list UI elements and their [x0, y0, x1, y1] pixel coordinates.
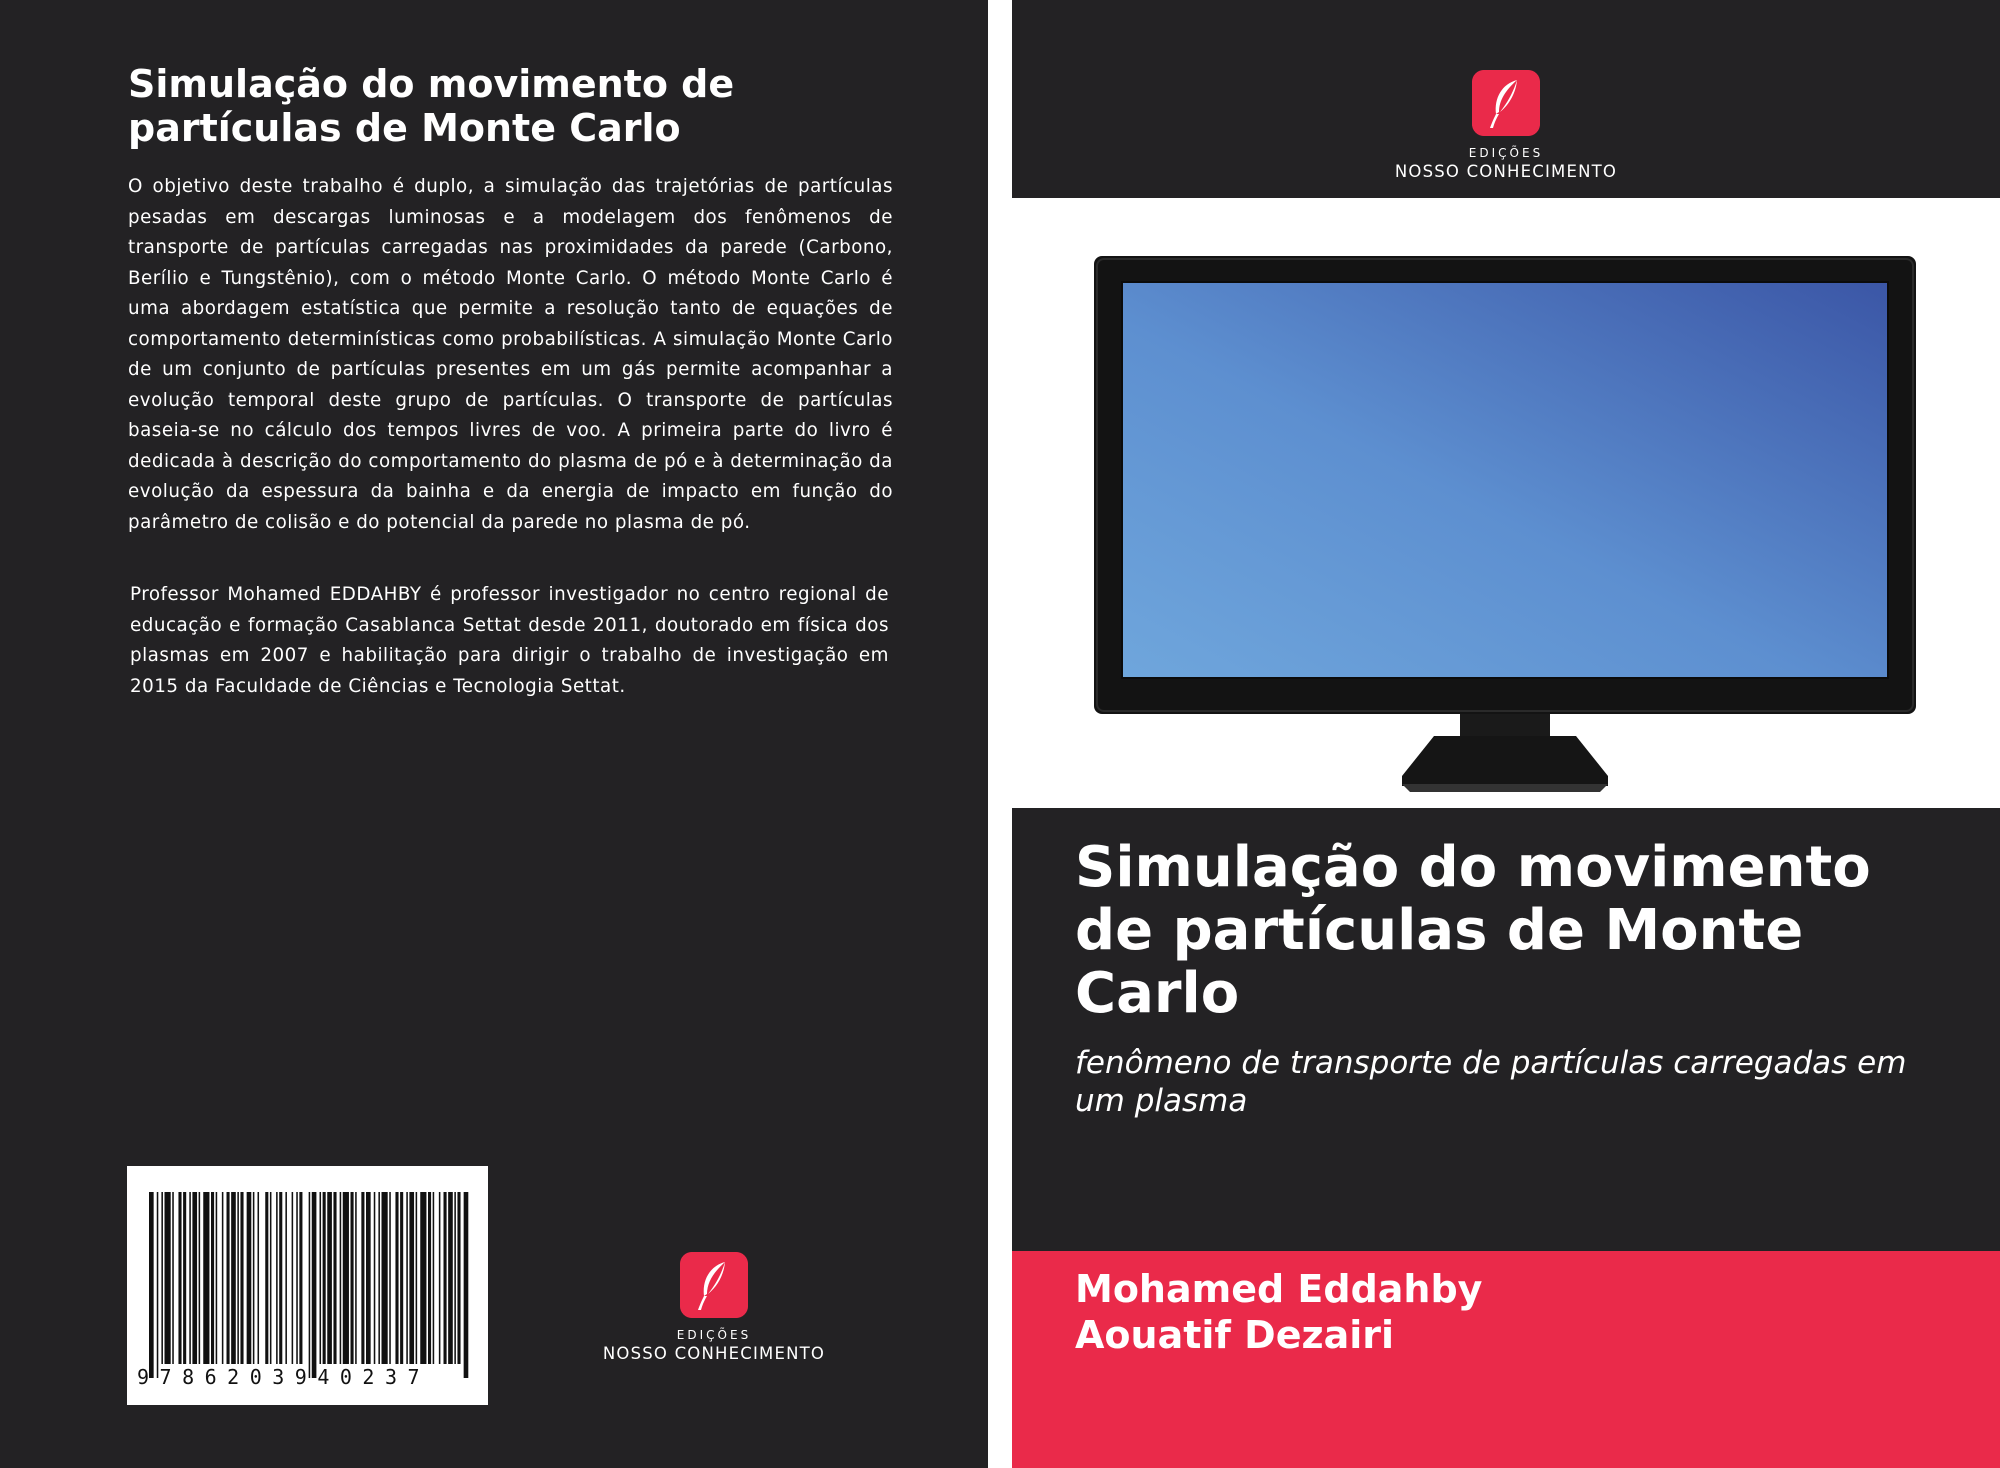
barcode-bar [296, 1192, 298, 1364]
isbn-number: 9786203940237 [137, 1365, 431, 1389]
barcode-bar [157, 1192, 159, 1378]
front-cover-subtitle: fenômeno de transporte de partículas carregadas em um plasma [1075, 1045, 1907, 1119]
back-cover-title: Simulação do movimento de partículas de Monte Carlo [128, 62, 735, 150]
barcode-bar [299, 1192, 302, 1364]
barcode-bar [428, 1192, 431, 1364]
barcode-bar [361, 1192, 364, 1364]
feather-icon [680, 1252, 748, 1318]
barcode [127, 1166, 488, 1405]
barcode-bar [327, 1192, 332, 1364]
barcode-bar [279, 1192, 282, 1364]
barcode-bar [247, 1192, 252, 1364]
barcode-bar [409, 1192, 414, 1364]
barcode-bar [222, 1192, 224, 1364]
barcode-bar [178, 1192, 181, 1364]
barcode-bar [165, 1192, 171, 1364]
barcode-bar [237, 1192, 239, 1364]
author-bio: Professor Mohamed EDDAHBY é professor investigador no centro regional de educação e formação Casablanca Settat desde 2011, doutorado em física dos plasmas em 2007 e habilitação para dirigir o trabalho de investigação em 2015 da Faculdade de Ciências e Tecnologia Settat. [130, 584, 889, 697]
barcode-bar [351, 1192, 354, 1364]
barcode-bar [292, 1192, 294, 1364]
barcode-bar [149, 1192, 154, 1378]
back-cover [0, 0, 988, 1468]
barcode-bar [253, 1192, 255, 1364]
barcode-bar [395, 1192, 398, 1364]
barcode-bar [276, 1192, 278, 1364]
barcode-bar [240, 1192, 243, 1364]
author-name: Mohamed Eddahby [1075, 1267, 1483, 1311]
barcode-bar [227, 1192, 230, 1364]
barcode-bar [172, 1192, 174, 1364]
feather-icon [1472, 70, 1540, 136]
barcode-bar [366, 1192, 371, 1364]
barcode-bar [454, 1192, 456, 1364]
barcode-bar [309, 1192, 311, 1378]
barcode-bar [406, 1192, 408, 1364]
barcode-bar [382, 1192, 388, 1364]
barcode-bar [416, 1192, 418, 1364]
author-name: Aouatif Dezairi [1075, 1313, 1395, 1357]
barcode-bar [457, 1192, 460, 1364]
back-cover-description: O objetivo deste trabalho é duplo, a simulação das trajetórias de partículas pesadas em descargas luminosas e a modelagem dos fenômenos de transporte de partículas carregadas nas proximidades da parede (Carbono, Berílio e Tungstênio), com o método Monte Carlo. O método Monte Carlo é uma abordagem estatística que permite a resolução tanto de equações de comportamento determinísticas como probabilísticas. A simulação Monte Carlo de um conjunto de partículas presentes em um gás permite acompanhar a evolução temporal deste grupo de partículas. O transporte de partículas baseia-se no cálculo dos tempos livres de voo. A primeira parte do livro é dedicada à descrição do comportamento do plasma de pó e à determinação da evolução da espessura da bainha e da energia de impacto em função do parâmetro de colisão e do potencial da parede no plasma de pó. [128, 176, 893, 533]
barcode-bar [312, 1192, 317, 1378]
barcode-bar [199, 1192, 201, 1364]
barcode-bar [270, 1192, 272, 1364]
barcode-bar [192, 1192, 197, 1364]
computer-monitor-image [1094, 256, 1916, 796]
barcode-bar [258, 1192, 260, 1364]
barcode-bar [285, 1192, 287, 1364]
barcode-bar [203, 1192, 209, 1364]
barcode-bar [439, 1192, 441, 1364]
publisher-line2: NOSSO CONHECIMENTO [602, 1344, 826, 1363]
front-cover-header [1012, 0, 2000, 198]
barcode-bar [340, 1192, 342, 1364]
spine [988, 0, 1012, 1468]
barcode-bar [420, 1192, 426, 1364]
barcode-bar [400, 1192, 403, 1364]
author-list [1075, 1266, 1955, 1358]
barcode-bar [378, 1192, 380, 1364]
front-cover-title: Simulação do movimento de partículas de Monte Carlo [1075, 835, 1871, 1026]
barcode-bar [355, 1192, 357, 1364]
barcode-bar [320, 1192, 322, 1364]
publisher-logo-front [1376, 70, 1636, 182]
barcode-bar [231, 1192, 236, 1364]
publisher-line2: NOSSO CONHECIMENTO [1394, 162, 1618, 181]
barcode-bar [343, 1192, 349, 1364]
publisher-line1: EDIÇÕES [1468, 146, 1544, 160]
barcode-bar [374, 1192, 376, 1364]
barcode-bar [464, 1192, 469, 1378]
barcode-bar [265, 1192, 268, 1364]
barcode-bar [189, 1192, 191, 1364]
publisher-line1: EDIÇÕES [676, 1328, 752, 1342]
barcode-bar [161, 1192, 163, 1364]
barcode-bar [333, 1192, 336, 1364]
publisher-logo-back [584, 1252, 844, 1364]
barcode-bar [444, 1192, 447, 1364]
barcode-bar [389, 1192, 391, 1364]
barcode-bar [211, 1192, 214, 1364]
barcode-bar [183, 1192, 186, 1364]
barcode-bar [323, 1192, 326, 1364]
barcode-bar [433, 1192, 435, 1364]
barcode-bar [448, 1192, 453, 1364]
barcode-bar [216, 1192, 218, 1364]
